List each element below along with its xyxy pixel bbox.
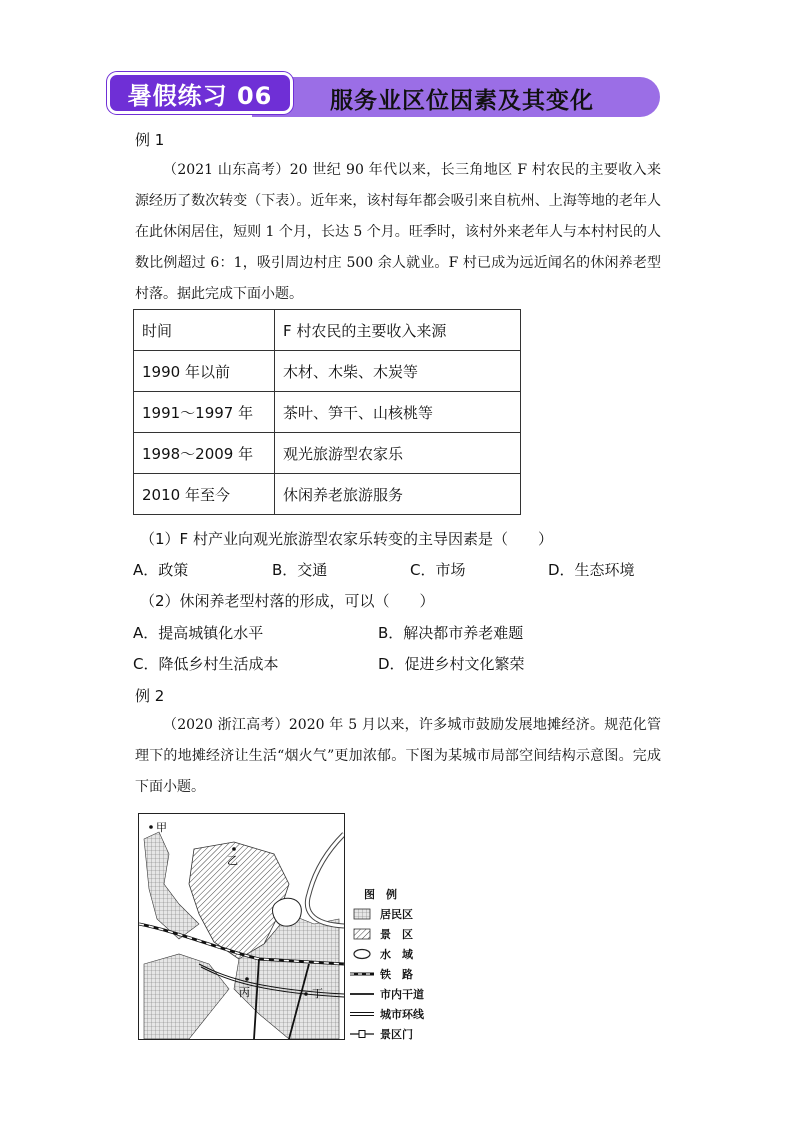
legend-item: 市内干道: [350, 986, 424, 1002]
table-header-cell: F 村农民的主要收入来源: [275, 310, 521, 351]
table-cell: 2010 年至今: [134, 474, 275, 515]
table-header-row: [134, 310, 521, 351]
q1-option-d: D．生态环境: [548, 561, 635, 579]
table-row: [134, 474, 521, 515]
table-cell: 观光旅游型农家乐: [275, 433, 521, 474]
q2-option-a: A．提高城镇化水平: [133, 624, 264, 642]
income-source-table: [133, 309, 521, 515]
table-row: [134, 433, 521, 474]
question2-stem: （2）休闲养老型村落的形成，可以（ ）: [140, 592, 435, 610]
table-cell: 1990 年以前: [134, 351, 275, 392]
ring-road-swatch: [350, 1008, 374, 1020]
q2-option-b: B．解决都市养老难题: [378, 624, 524, 642]
example1-paragraph: （2021 山东高考）20 世纪 90 年代以来，长三角地区 F 村农民的主要收入来源经历了数次转变（下表）。近年来，该村每年都会吸引来自杭州、上海等地的老年人在此休闲居住，短则 1 个月，长达 5 个月。旺季时，该村外来老年人与本村村民的人数比例超过 6：1，吸引周边村庄 500 余人就业。F 村已成为远近闻名的休闲养老型村落。据此完成下面小题。: [135, 162, 661, 302]
map-drawing: [139, 814, 344, 1039]
legend-item: 水 域: [350, 946, 413, 962]
page-title: 服务业区位因素及其变化: [330, 88, 594, 114]
place-bing: 丙: [239, 986, 250, 999]
example2-label: 例 2: [135, 687, 165, 705]
table-cell: 木材、木柴、木炭等: [275, 351, 521, 392]
table-header-cell: 时间: [134, 310, 275, 351]
water-body: [273, 898, 302, 926]
water-swatch: [350, 948, 374, 960]
legend-item: 居民区: [350, 906, 413, 922]
q2-option-d: D．促进乡村文化繁荣: [378, 655, 525, 673]
table-row: [134, 392, 521, 433]
q1-option-b: B．交通: [272, 561, 328, 579]
place-ding: 丁: [312, 987, 323, 1000]
railway-swatch: [350, 968, 374, 980]
example2-paragraph: （2020 浙江高考）2020 年 5 月以来，许多城市鼓励发展地摊经济。规范化管理下的地摊经济让生活“烟火气”更加浓郁。下图为某城市局部空间结构示意图。完成下面小题。: [135, 717, 661, 795]
residential-area: [144, 954, 229, 1039]
table-cell: 休闲养老旅游服务: [275, 474, 521, 515]
legend-item: 景 区: [350, 926, 413, 942]
scenic-gate-swatch: [350, 1028, 374, 1040]
q1-option-c: C．市场: [410, 561, 466, 579]
exercise-badge: 暑假练习 06: [107, 72, 293, 114]
table-cell: 1991～1997 年: [134, 392, 275, 433]
scenic-swatch: [350, 928, 374, 940]
q2-option-c: C．降低乡村生活成本: [133, 655, 279, 673]
main-road-swatch: [350, 988, 374, 1000]
place-jia: 甲: [156, 821, 167, 834]
legend-item: 铁 路: [350, 966, 413, 982]
residential-swatch: [350, 908, 374, 920]
question1-stem: （1）F 村产业向观光旅游型农家乐转变的主导因素是（ ）: [140, 530, 553, 548]
place-yi: 乙: [227, 854, 238, 867]
legend-item: 城市环线: [350, 1006, 424, 1022]
city-structure-map: [138, 813, 345, 1040]
q1-option-a: A．政策: [133, 561, 189, 579]
table-cell: 茶叶、笋干、山核桃等: [275, 392, 521, 433]
example1-label: 例 1: [135, 131, 165, 149]
legend-title: 图 例: [364, 888, 397, 901]
table-row: [134, 351, 521, 392]
river: [307, 834, 344, 926]
table-cell: 1998～2009 年: [134, 433, 275, 474]
legend-item: 景区门: [350, 1026, 413, 1042]
